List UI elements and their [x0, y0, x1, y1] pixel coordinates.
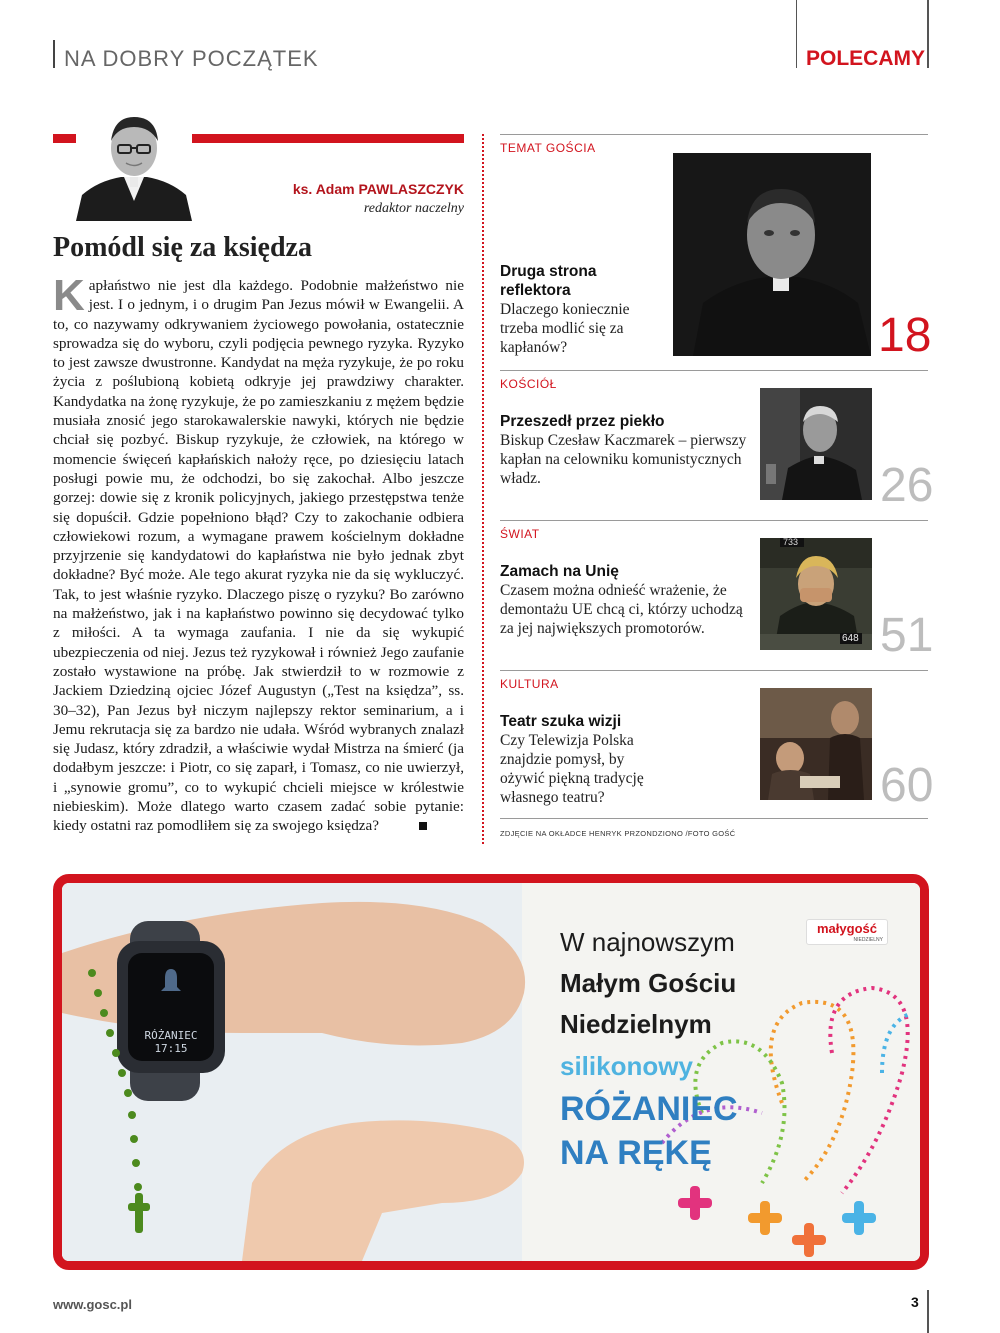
ad-illustration	[62, 883, 920, 1261]
advertisement[interactable]	[53, 874, 929, 1270]
photo-priest	[673, 153, 871, 356]
section-description: Czy Telewizja Polska znajdzie pomysł, by ożywić piękną tradycję własnego teatru?	[500, 732, 644, 806]
section-description: Czasem można odnieść wrażenie, że demontażu UE chcą ci, którzy uchodzą za jej największych promotorów.	[500, 582, 743, 637]
watch-screen-text	[126, 1029, 216, 1055]
watch-label: RÓŻANIEC	[144, 1029, 198, 1042]
editorial-text: apłaństwo nie jest dla każdego. Podobnie małżeństwo nie jest. I o jednym, i o drugim Pan Jezus mówił w Ewangelii. A to, co nazywamy odkrywaniem życiowego powołania, ostatecznie sprowadza się do wyboru, czyli podjęcia pewnego ryzyka. Ryzyko to jest zawsze dwustronne. Kandydat na męża ryzykuje, że po roku życia z poślubioną kobietą odkryje jej prawdziwy charakter. Kandydatka na żonę ryzykuje, że po zamieszkaniu z mężem będzie musiała znosić jego starokawalerskie nawyki, których nie będzie chciał się pozbyć. Biskup ryzykuje, że człowiek, na którego w momencie święceń kapłańskich nałoży ręce, po dziesięciu latach posługi powie mu, że odchodzi, bo się zakochał. Albo jeszcze gorzej: dowie się z kronik policyjnych, jakiego przestępstwa tenże się dopuścił. Gdzie popełniono błąd? Czy to zakochanie odbiera człowiekowi rozum, a wymagane prawem kościelnym dokładne przyjrzenie się kandydatowi do kapłaństwa nie było jednak zbyt dokładne? Być może. Ale tego akurat ryzyka nie da się wykluczyć. Tak, to jest właśnie ryzyko. Dlaczego piszę o ryzyku? Bo zarówno na małżeństwo, jak i na kapłaństwo powinno się decydować tylko z miłości. A ta wymaga zaufania. I nie da się wykupić ubezpieczenia od niej. Jezus też ryzykował i również Jego zaufanie zostało wystawione na próbę. Jak stwierdził to w rozmowie z Jackiem Dziedziną ojciec Józef Augustyn („Test na księdza”, ss. 30–32), Pan Jezus był niczym najlepszy rektor seminarium, a i Jemu rekrutacja się za bardzo nie udała. Wśród wybranych znalazł się Judasz, który zdradził, a właściwie wydał Mistrza na śmierć (ja dodałbym jeszcze: i Piotr, co się zaparł, i Tomasz, co nie uwierzył, i „synowie gromu”, co to wykupić chcieli miejsce w królestwie niebieskim). Może dlatego warto czasem zadać sobie pytanie: kiedy ostatni raz pomodliłem się za swojego księdza?	[53, 277, 464, 835]
section-description: Biskup Czesław Kaczmarek – pierwszy kapłan na celowniku komunistycznych władz.	[500, 432, 747, 487]
ad-line-6: NA RĘKĘ	[560, 1134, 712, 1172]
column-divider	[482, 134, 484, 844]
section-rule	[500, 670, 928, 671]
ad-line-3: Niedzielnym	[560, 1009, 712, 1039]
header-left-rule	[53, 40, 55, 68]
page-number[interactable]: 51	[880, 609, 934, 662]
section-header-left: NA DOBRY POCZĄTEK	[64, 46, 319, 71]
header-right-rule	[796, 0, 797, 68]
maly-gosc-logo: małygość NIEDZIELNY	[806, 919, 888, 945]
page-number[interactable]: 60	[880, 759, 934, 812]
section-label: ŚWIAT	[500, 527, 540, 541]
watch-time: 17:15	[154, 1042, 188, 1055]
editorial-title: Pomódl się za księdza	[53, 232, 312, 263]
page-number[interactable]: 26	[880, 459, 934, 512]
author-portrait	[76, 103, 192, 221]
section-rule	[500, 818, 928, 819]
photo-theatre	[760, 688, 872, 800]
section-description: Dlaczego koniecznie trzeba modlić się za kapłanów?	[500, 301, 630, 356]
section-rule	[500, 520, 928, 521]
section-rule	[500, 370, 928, 371]
seat-number-bottom: 648	[842, 633, 859, 644]
photo-bishop	[760, 388, 872, 500]
editorial-author: ks. Adam PAWLASZCZYK	[292, 181, 464, 197]
section-label: KOŚCIÓŁ	[500, 377, 557, 391]
section-title[interactable]: Przeszedł przez piekło	[500, 413, 665, 430]
cover-photo-credit: ZDJĘCIE NA OKŁADCE HENRYK PRZONDZIONO /FOTO GOŚĆ	[500, 829, 736, 838]
section-title[interactable]: Druga strona reflektora	[500, 263, 597, 299]
footer-edge-bar	[927, 1290, 929, 1333]
editorial-author-role: redaktor naczelny	[363, 201, 464, 216]
section-label: TEMAT GOŚCIA	[500, 141, 596, 155]
ad-line-5: RÓŻANIEC	[560, 1090, 738, 1128]
section-rule	[500, 134, 928, 135]
drop-cap: K	[53, 271, 85, 320]
section-header-right: POLECAMY	[806, 47, 926, 70]
section-title[interactable]: Teatr szuka wizji	[500, 713, 622, 730]
editorial-body	[53, 271, 464, 836]
footer-page-number: 3	[911, 1294, 919, 1310]
photo-parliament	[760, 538, 872, 650]
end-mark	[419, 822, 427, 830]
ad-line-4: silikonowy	[560, 1051, 693, 1081]
page-number[interactable]: 18	[878, 309, 932, 362]
ad-line-2: Małym Gościu	[560, 968, 737, 998]
section-label: KULTURA	[500, 677, 559, 691]
ad-line-1: W najnowszym	[560, 927, 735, 957]
footer-url[interactable]: www.gosc.pl	[53, 1297, 132, 1312]
seat-number-top: 733	[783, 538, 799, 547]
header-edge-bar	[927, 0, 929, 68]
section-title[interactable]: Zamach na Unię	[500, 563, 619, 580]
